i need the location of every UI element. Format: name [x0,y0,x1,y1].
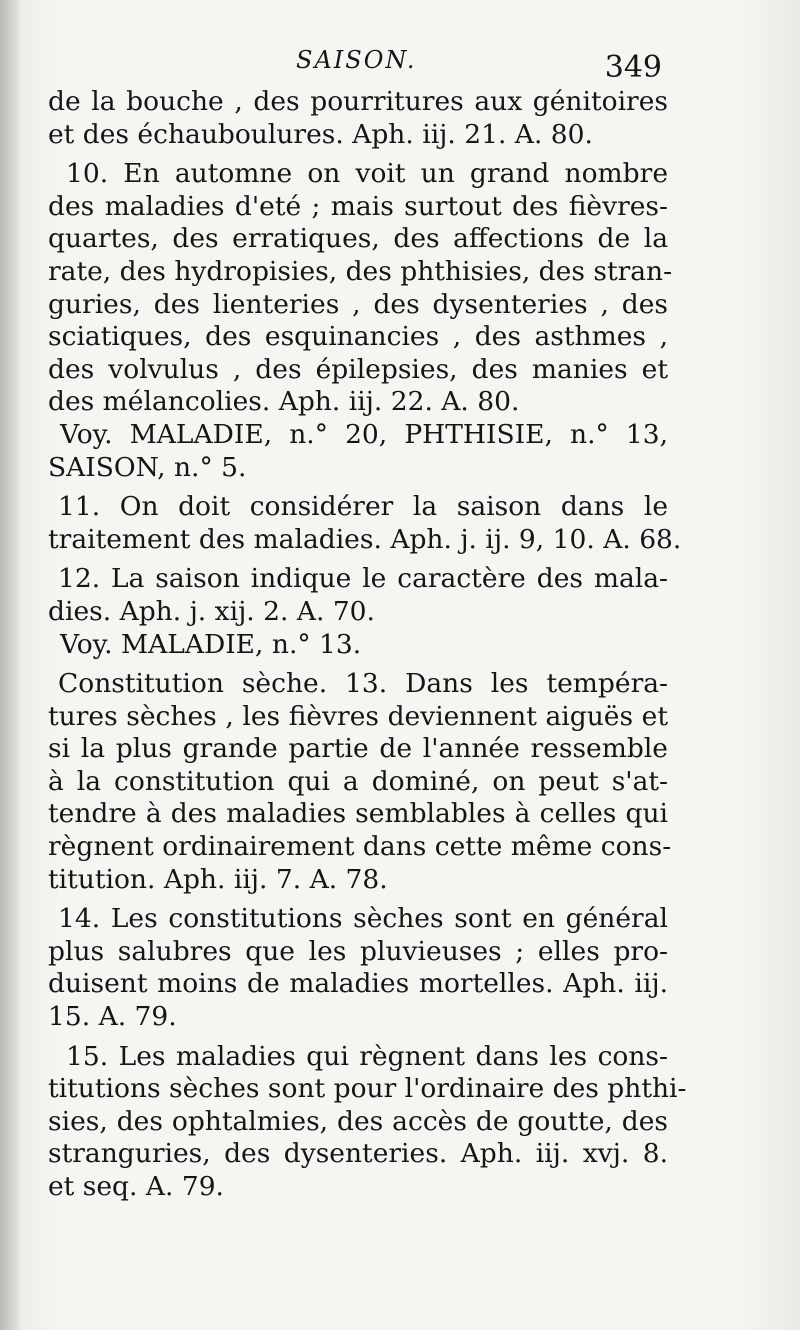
text-line: Voy. MALADIE, n.° 20, PHTHISIE, n.° 13, [60,418,668,450]
page-binding-shadow [0,0,20,1330]
text-line: sciatiques, des esquinancies , des asthmes , [48,321,668,353]
page-header [48,44,666,84]
text-line: à la constitution qui a dominé, on peut s'at- [48,765,668,797]
text-line: duisent moins de maladies mortelles. Aph. iij. [48,968,668,1000]
text-line: titutions sèches sont pour l'ordinaire des phthi- [48,1073,687,1105]
text-line: rate, des hydropisies, des phthisies, des stran- [48,255,673,287]
text-line: des mélancolies. Aph. iij. 22. A. 80. [48,386,520,418]
text-line: règnent ordinairement dans cette même cons- [48,831,672,863]
text-line: sies, des ophtalmies, des accès de goutte, des [48,1105,668,1137]
text-line: des maladies d'eté ; mais surtout des fièvres- [48,190,668,222]
text-line: des volvulus , des épilepsies, des manies et [48,353,668,385]
running-title: SAISON. [296,46,417,74]
text-line: de la bouche , des pourritures aux génitoires [48,86,668,117]
text-line: Voy. MALADIE, n.° 13. [60,628,362,660]
text-line: 12. La saison indique le caractère des mala- [58,563,668,595]
text-line: quartes, des erratiques, des affections de la [48,223,668,255]
text-line: 14. Les constitutions sèches sont en général [58,903,668,935]
body-text [48,86,687,1204]
text-line: tendre à des maladies semblables à celles qui [48,798,668,830]
text-line: si la plus grande partie de l'année ressemble [48,733,668,765]
text-line: dies. Aph. j. xij. 2. A. 70. [48,595,375,627]
text-line: titution. Aph. iij. 7. A. 78. [48,863,388,895]
text-line: et seq. A. 79. [48,1171,224,1202]
text-line: tures sèches , les fièvres deviennent aiguës et [48,700,668,732]
text-line: stranguries, des dysenteries. Aph. iij. xvj. 8. [48,1138,668,1170]
text-line: 10. En automne on voit un grand nombre [66,158,668,190]
text-line: traitement des maladies. Aph. j. ij. 9, 10. A. 68. [48,523,682,555]
text-line: guries, des lienteries , des dysenteries , des [48,288,668,320]
text-line: et des échauboulures. Aph. iij. 21. A. 80. [48,118,593,150]
text-line: SAISON, n.° 5. [48,451,247,483]
text-line: plus salubres que les pluvieuses ; elles pro- [48,935,668,967]
text-line: 11. On doit considérer la saison dans le [58,491,668,523]
text-line: Constitution sèche. 13. Dans les tempéra- [58,668,668,700]
text-line: 15. A. 79. [48,1001,177,1033]
page-number: 349 [604,50,662,85]
text-line: 15. Les maladies qui règnent dans les cons- [66,1040,668,1072]
